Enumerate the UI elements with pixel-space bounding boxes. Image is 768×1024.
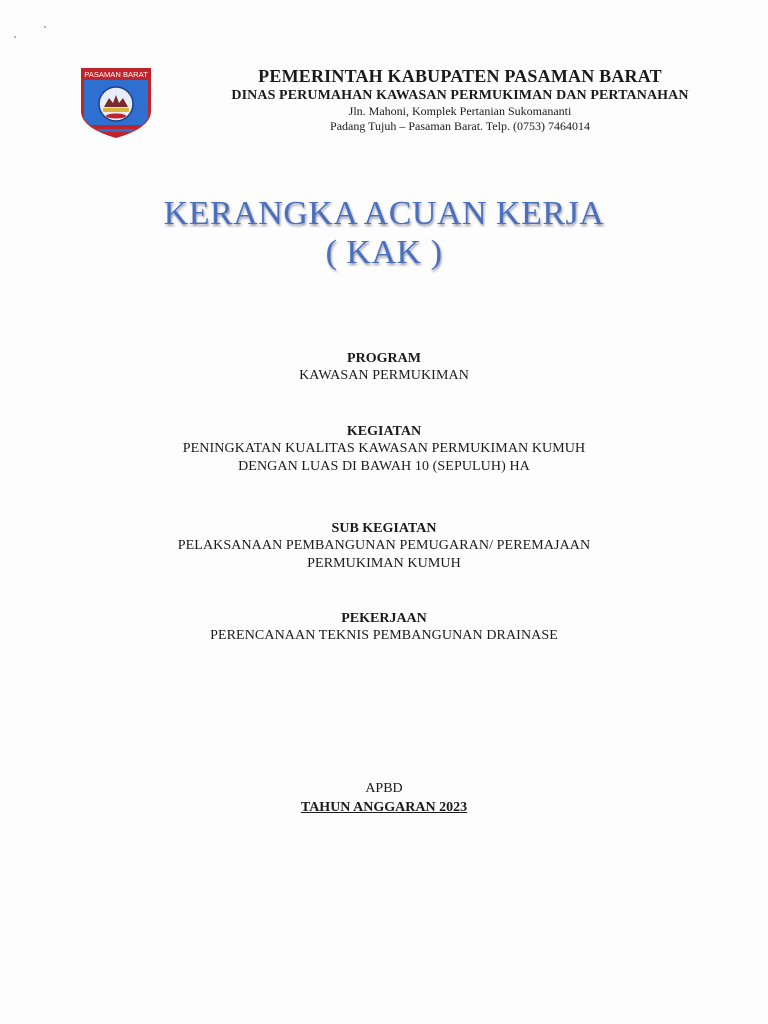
budget-section: [0, 780, 768, 818]
kegiatan-section: [0, 423, 768, 476]
sub-kegiatan-text-line1: PELAKSANAAN PEMBANGUNAN PEMUGARAN/ PEREMAJAAN: [177, 538, 591, 553]
scan-speck: [44, 26, 46, 28]
kegiatan-text-line1: PENINGKATAN KUALITAS KAWASAN PERMUKIMAN KUMUH: [182, 441, 586, 456]
kegiatan-text-line2: DENGAN LUAS DI BAWAH 10 (SEPULUH) HA: [238, 459, 530, 474]
pekerjaan-section: [0, 610, 768, 645]
letterhead: [160, 66, 760, 134]
sub-kegiatan-section: [0, 520, 768, 573]
document-title: KERANGKA ACUAN KERJA: [163, 195, 605, 232]
scan-speck: [14, 36, 16, 38]
pekerjaan-heading: PEKERJAAN: [341, 611, 427, 626]
agency-name: DINAS PERUMAHAN KAWASAN PERMUKIMAN DAN PERTANAHAN: [231, 88, 689, 103]
sub-kegiatan-heading: SUB KEGIATAN: [331, 521, 437, 536]
pekerjaan-text: PERENCANAAN TEKNIS PEMBANGUNAN DRAINASE: [210, 628, 558, 643]
document-title-abbrev: ( KAK ): [325, 234, 443, 271]
contact-line: Padang Tujuh – Pasaman Barat. Telp. (0753) 7464014: [330, 119, 590, 133]
budget-year: TAHUN ANGGARAN 2023: [300, 800, 468, 815]
program-section: [0, 350, 768, 385]
address-line: Jln. Mahoni, Komplek Pertanian Sukomananti: [348, 104, 572, 118]
government-name: PEMERINTAH KABUPATEN PASAMAN BARAT: [258, 66, 662, 86]
program-text: KAWASAN PERMUKIMAN: [299, 368, 469, 383]
budget-source: APBD: [365, 781, 403, 796]
pasaman-barat-emblem-icon: [79, 67, 153, 139]
logo-text: PASAMAN BARAT: [84, 70, 148, 79]
sub-kegiatan-text-line2: PERMUKIMAN KUMUH: [307, 556, 461, 571]
kegiatan-heading: KEGIATAN: [346, 424, 422, 439]
program-heading: PROGRAM: [347, 351, 421, 366]
